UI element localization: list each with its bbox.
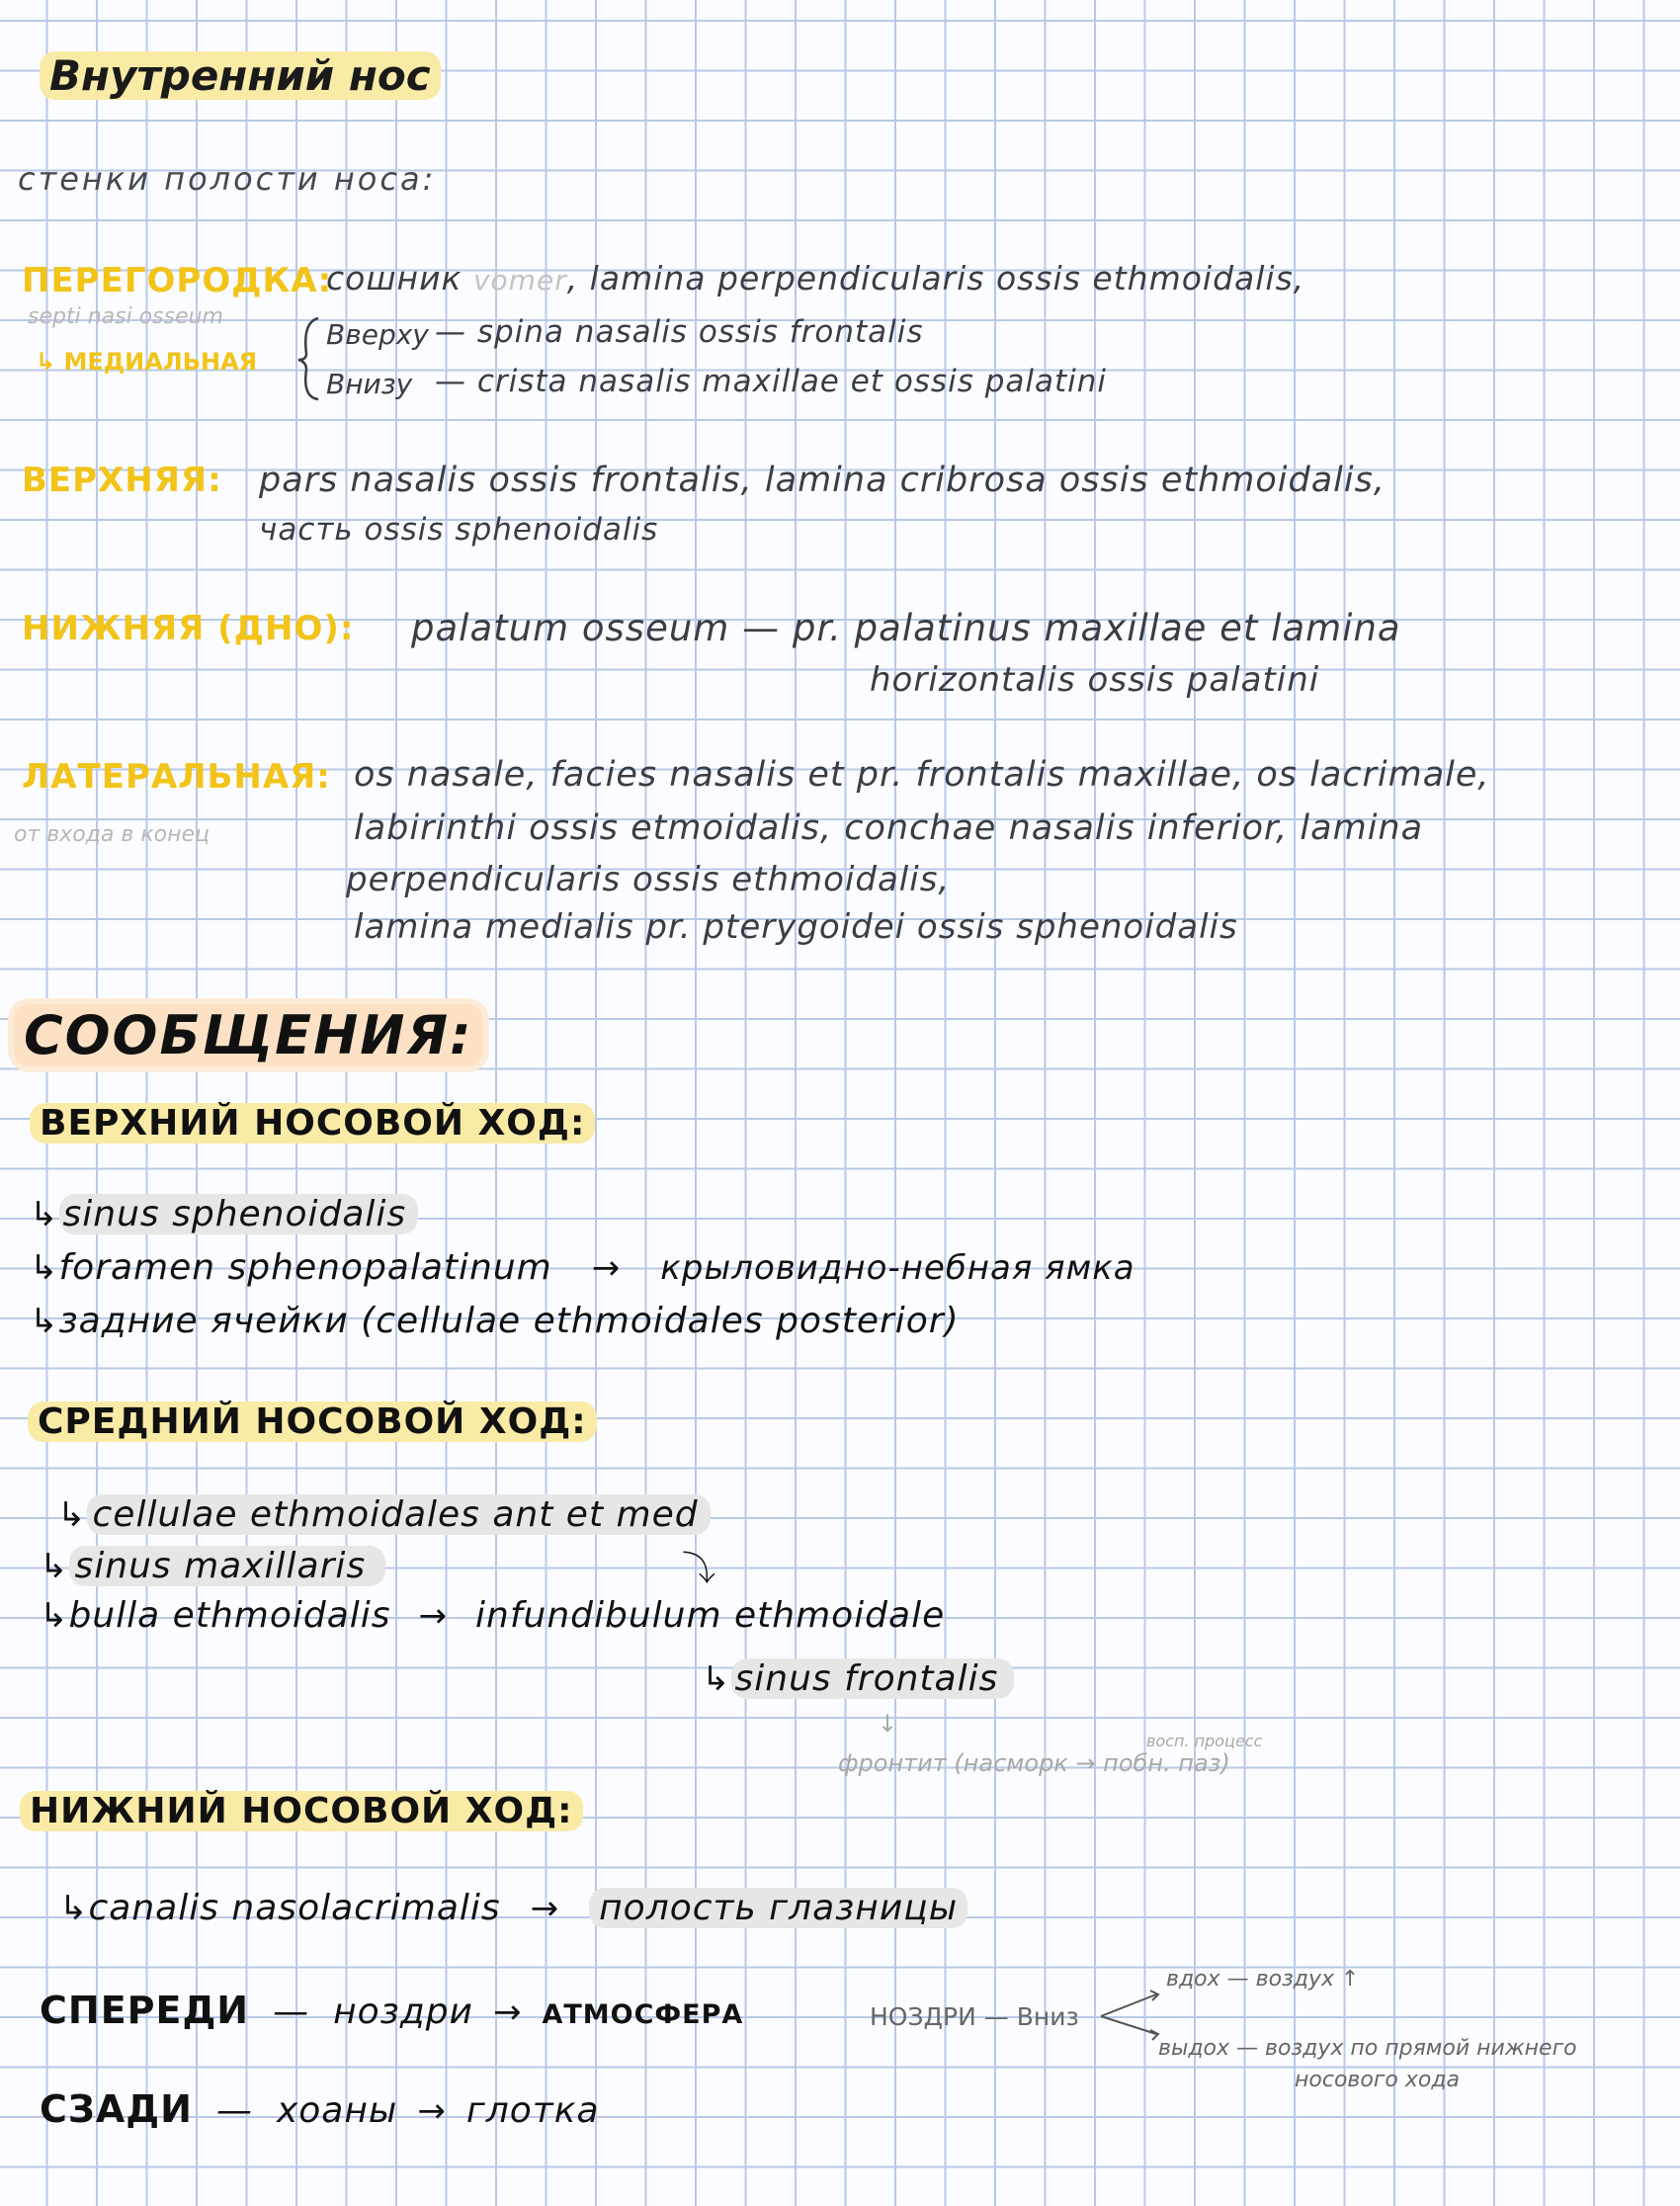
lateral-label: ЛАТЕРАЛЬНАЯ:: [22, 757, 331, 797]
lateral-line2: labirinthi ossis etmoidalis, conchae nasalis inferior, lamina: [354, 808, 1424, 848]
upper-line1: pars nasalis ossis frontalis, lamina cribrosa ossis ethmoidalis,: [259, 461, 1386, 500]
right-arrow-icon: →: [530, 1889, 560, 1928]
right-arrow-icon: →: [417, 2091, 447, 2131]
septum-vomer-ru: сошник: [326, 259, 462, 297]
middle-item-3-text: bulla ethmoidalis: [68, 1595, 391, 1636]
inferior-item-1: [59, 1888, 967, 1928]
middle-item-3-target: infundibulum ethmoidale: [475, 1595, 946, 1636]
arrow-icon: ↳: [40, 1547, 69, 1586]
right-arrow-icon: →: [591, 1248, 622, 1288]
medial-label: [36, 348, 257, 376]
superior-meatus-heading: ВЕРХНИЙ НОСОВОЙ ХОД:: [30, 1103, 595, 1144]
medial-label-text: МЕДИАЛЬНАЯ: [63, 348, 258, 376]
upper-label: ВЕРХНЯЯ:: [22, 461, 222, 500]
middle-item-1-text: cellulae ethmoidales ant et med: [87, 1494, 711, 1535]
middle-item-2: [40, 1546, 385, 1586]
page-subtitle: стенки полости носа:: [18, 160, 437, 198]
upper-line2: часть ossis sphenoidalis: [259, 512, 659, 548]
arrow-icon: ↳: [30, 1195, 59, 1234]
septum-latin-note: septi nasi osseum: [28, 304, 223, 329]
back-target: глотка: [465, 2090, 600, 2131]
front-dash: —: [273, 1992, 310, 2032]
superior-item-2-text: foramen sphenopalatinum: [58, 1247, 552, 1288]
arrow-icon: ↳: [40, 1596, 69, 1636]
middle-item-3: [40, 1595, 945, 1636]
septum-up-label: Вверху: [326, 318, 429, 351]
superior-item-1-text: sinus sphenoidalis: [59, 1194, 419, 1234]
middle-item-4: [702, 1658, 1014, 1699]
arrow-icon: ↳: [702, 1659, 731, 1699]
branch-arrow-icon: [1097, 1983, 1166, 2052]
septum-label: ПЕРЕГОРОДКА:: [22, 261, 333, 300]
front-part: ноздри: [333, 1992, 473, 2032]
septum-down-label: Внизу: [326, 368, 413, 400]
middle-note-small: восп. процесс: [1146, 1732, 1263, 1750]
nostrils-label: НОЗДРИ — Вниз: [870, 2002, 1079, 2031]
lower-line1: palatum osseum — pr. palatinus maxillae et lamina: [411, 607, 1401, 649]
lower-label: НИЖНЯЯ (ДНО):: [22, 609, 355, 648]
septum-line1-rest: , lamina perpendicularis ossis ethmoidalis,: [566, 259, 1305, 297]
lateral-note: от входа в конец: [14, 822, 210, 847]
front-label: СПЕРЕДИ: [40, 1989, 250, 2032]
superior-item-3: [30, 1301, 960, 1341]
arrow-icon: ↳: [30, 1248, 59, 1288]
arrow-icon: ↳: [36, 348, 64, 376]
curved-arrow-icon: ⤵: [682, 1550, 715, 1589]
septum-vomer-grey: vomer: [472, 264, 567, 297]
inferior-meatus-heading: НИЖНИЙ НОСОВОЙ ХОД:: [20, 1791, 583, 1831]
page-title: Внутренний нос: [40, 51, 441, 100]
front-target: АТМОСФЕРА: [542, 1999, 744, 2030]
back-part: хоаны: [276, 2090, 398, 2131]
middle-note: фронтит (насморк → побн. паз): [838, 1749, 1230, 1777]
arrow-icon: ↳: [57, 1495, 87, 1535]
inhale-line: вдох — воздух ↑: [1166, 1967, 1360, 1992]
back-label: СЗАДИ: [40, 2087, 193, 2131]
exhale-line: выдох — воздух по прямой нижнего: [1158, 2036, 1577, 2061]
superior-item-3-text: задние ячейки (cellulae ethmoidales posterior): [58, 1301, 960, 1341]
right-arrow-icon: →: [492, 1993, 523, 2032]
middle-item-2-text: sinus maxillaris: [69, 1546, 386, 1586]
down-arrow-icon: ↓: [878, 1710, 898, 1738]
back-dash: —: [215, 2090, 253, 2131]
septum-up-text: — spina nasalis ossis frontalis: [435, 314, 924, 350]
lateral-line3: perpendicularis ossis ethmoidalis,: [346, 860, 951, 899]
superior-item-2: [30, 1247, 1135, 1288]
connections-heading: СООБЩЕНИЯ:: [14, 1004, 483, 1066]
inferior-item-1-target: полость глазницы: [589, 1888, 967, 1928]
superior-item-1: [30, 1194, 418, 1234]
septum-line1: [326, 259, 1304, 297]
inferior-item-1-text: canalis nasolacrimalis: [88, 1888, 501, 1928]
lateral-line4: lamina medialis pr. pterygoidei ossis sphenoidalis: [354, 907, 1238, 947]
arrow-icon: ↳: [59, 1889, 89, 1928]
superior-item-2-target: крыловидно-небная ямка: [660, 1248, 1135, 1288]
middle-item-4-text: sinus frontalis: [731, 1658, 1015, 1699]
lower-line2: horizontalis ossis palatini: [870, 660, 1320, 700]
back-line: [40, 2087, 600, 2131]
arrow-icon: ↳: [30, 1302, 59, 1341]
middle-meatus-heading: СРЕДНИЙ НОСОВОЙ ХОД:: [28, 1401, 597, 1442]
middle-item-1: [57, 1494, 711, 1535]
lateral-line1: os nasale, facies nasalis et pr. frontalis maxillae, os lacrimale,: [354, 755, 1490, 795]
septum-down-text: — crista nasalis maxillae et ossis palatini: [435, 364, 1108, 399]
right-arrow-icon: →: [418, 1596, 449, 1636]
exhale-line-2: носового хода: [1295, 2068, 1461, 2092]
brace-icon: [294, 314, 324, 403]
front-line: [40, 1989, 743, 2032]
